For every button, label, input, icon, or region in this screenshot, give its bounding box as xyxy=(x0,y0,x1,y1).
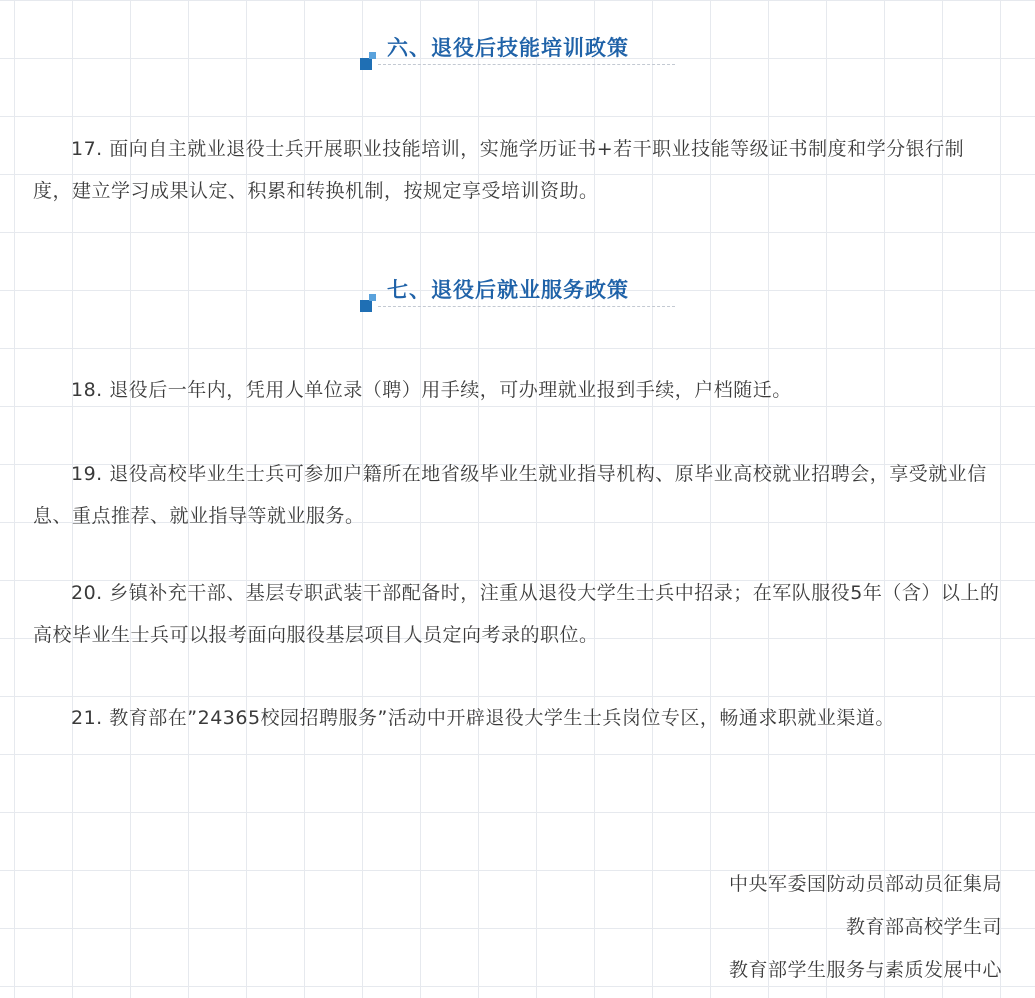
signature-line: 中央军委国防动员部动员征集局 xyxy=(728,873,1002,895)
paragraph-text: 20. 乡镇补充干部、基层专职武装干部配备时，注重从退役大学生士兵中招录；在军队服役5年（含）以上的高校毕业生士兵可以报考面向服役基层项目人员定向考录的职位。 xyxy=(33,582,1000,646)
paragraph-17 xyxy=(33,128,1003,212)
section-heading-6 xyxy=(360,32,675,72)
paragraph-18 xyxy=(33,369,1003,411)
paragraph-text: 19. 退役高校毕业生士兵可参加户籍所在地省级毕业生就业指导机构、原毕业高校就业招聘会，享受就业信息、重点推荐、就业指导等就业服务。 xyxy=(33,463,987,527)
heading-square-icon xyxy=(360,58,372,70)
heading-square-small-icon xyxy=(369,52,376,59)
heading-divider xyxy=(378,306,675,307)
heading-square-small-icon xyxy=(369,294,376,301)
paragraph-21 xyxy=(33,697,1003,739)
paragraph-19 xyxy=(33,453,1003,537)
section-title: 六、退役后技能培训政策 xyxy=(387,36,629,60)
paragraph-20 xyxy=(33,572,1003,656)
section-heading-7 xyxy=(360,274,675,314)
signature-line: 教育部学生服务与素质发展中心 xyxy=(728,959,1002,981)
heading-divider xyxy=(378,64,675,65)
paragraph-text: 17. 面向自主就业退役士兵开展职业技能培训，实施学历证书+若干职业技能等级证书制度和学分银行制度，建立学习成果认定、积累和转换机制，按规定享受培训资助。 xyxy=(33,138,965,202)
paragraph-text: 21. 教育部在”24365校园招聘服务”活动中开辟退役大学生士兵岗位专区，畅通求职就业渠道。 xyxy=(71,707,895,729)
section-title: 七、退役后就业服务政策 xyxy=(387,278,629,302)
paragraph-text: 18. 退役后一年内，凭用人单位录（聘）用手续，可办理就业报到手续，户档随迁。 xyxy=(71,379,792,401)
signature-line: 教育部高校学生司 xyxy=(845,916,1002,938)
heading-square-icon xyxy=(360,300,372,312)
